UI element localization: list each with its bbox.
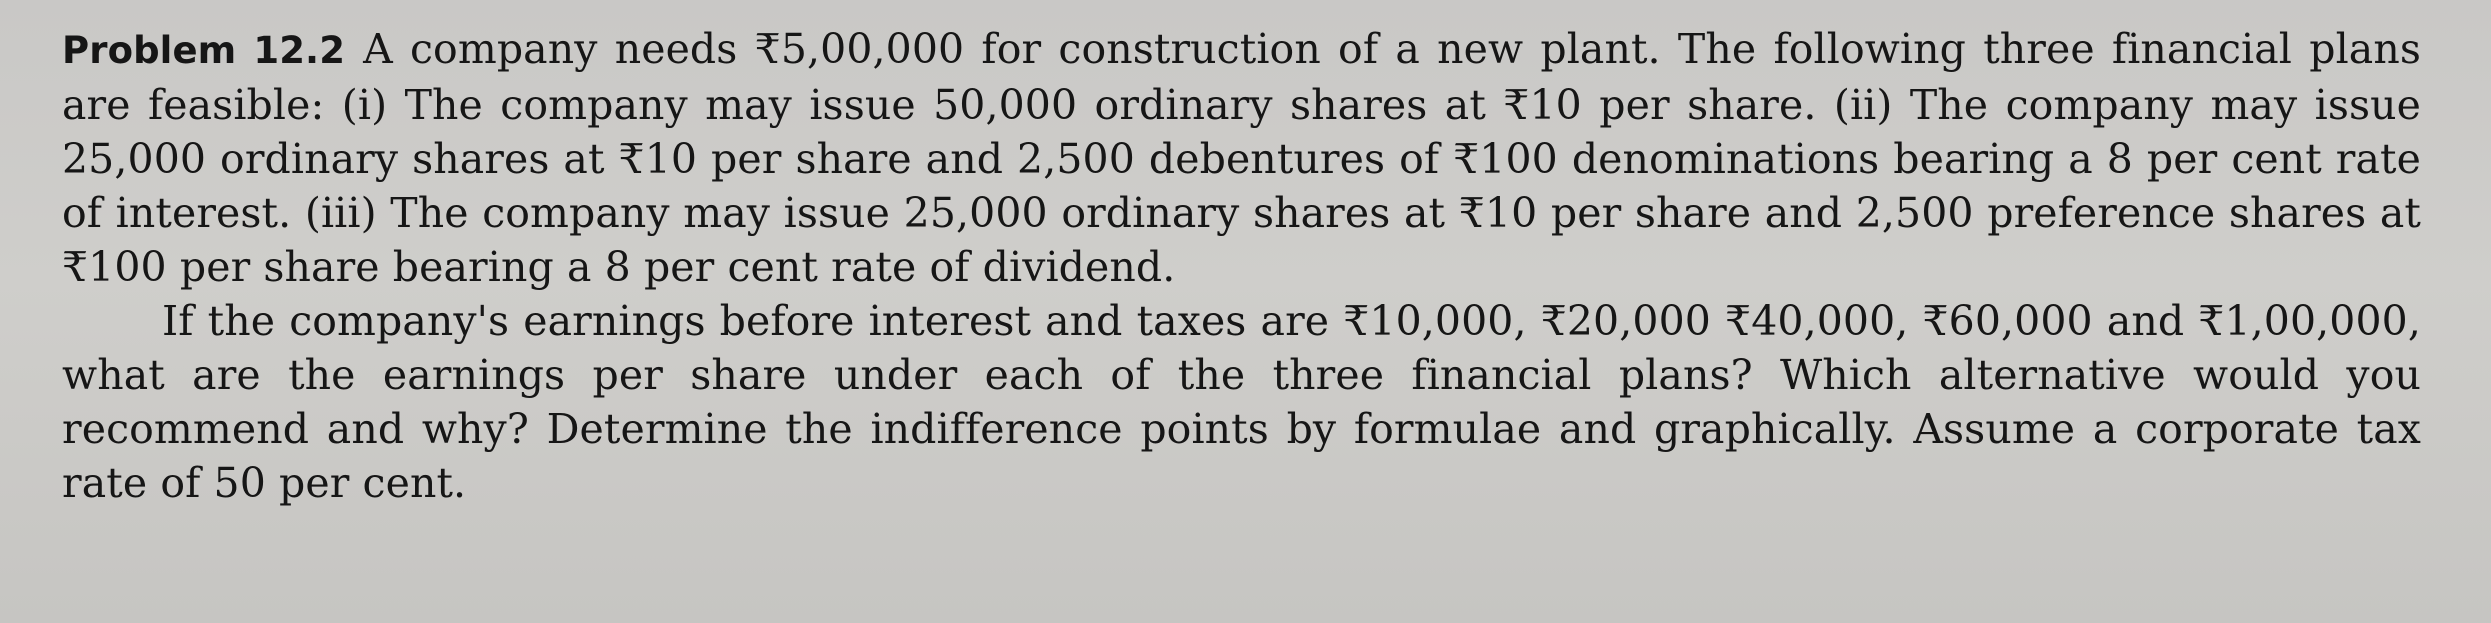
problem-paragraph-2	[62, 294, 2421, 510]
problem-paragraph-1	[62, 22, 2421, 294]
problem-statement-text: A company needs ₹5,00,000 for construction of a new plant. The following three financial plans are feasible: (i) The company may issue 50,000 ordinary shares at ₹10 per share. (ii) The company may issue 25,000 ordinary shares at ₹10 per share and 2,500 debentures of ₹100 denominations bearing a 8 per cent rate of interest. (iii) The company may issue 25,000 ordinary shares at ₹10 per share and 2,500 preference shares at ₹100 per share bearing a 8 per cent rate of dividend.	[62, 25, 2421, 291]
problem-question-text: If the company's earnings before interest and taxes are ₹10,000, ₹20,000 ₹40,000, ₹60,000 and ₹1,00,000, what are the earnings per share under each of the three financial plans? Which alternative would you recommend and why? Determine the indifference points by formulae and graphically. Assume a corporate tax rate of 50 per cent.	[62, 297, 2421, 507]
problem-label: Problem 12.2	[62, 29, 346, 72]
